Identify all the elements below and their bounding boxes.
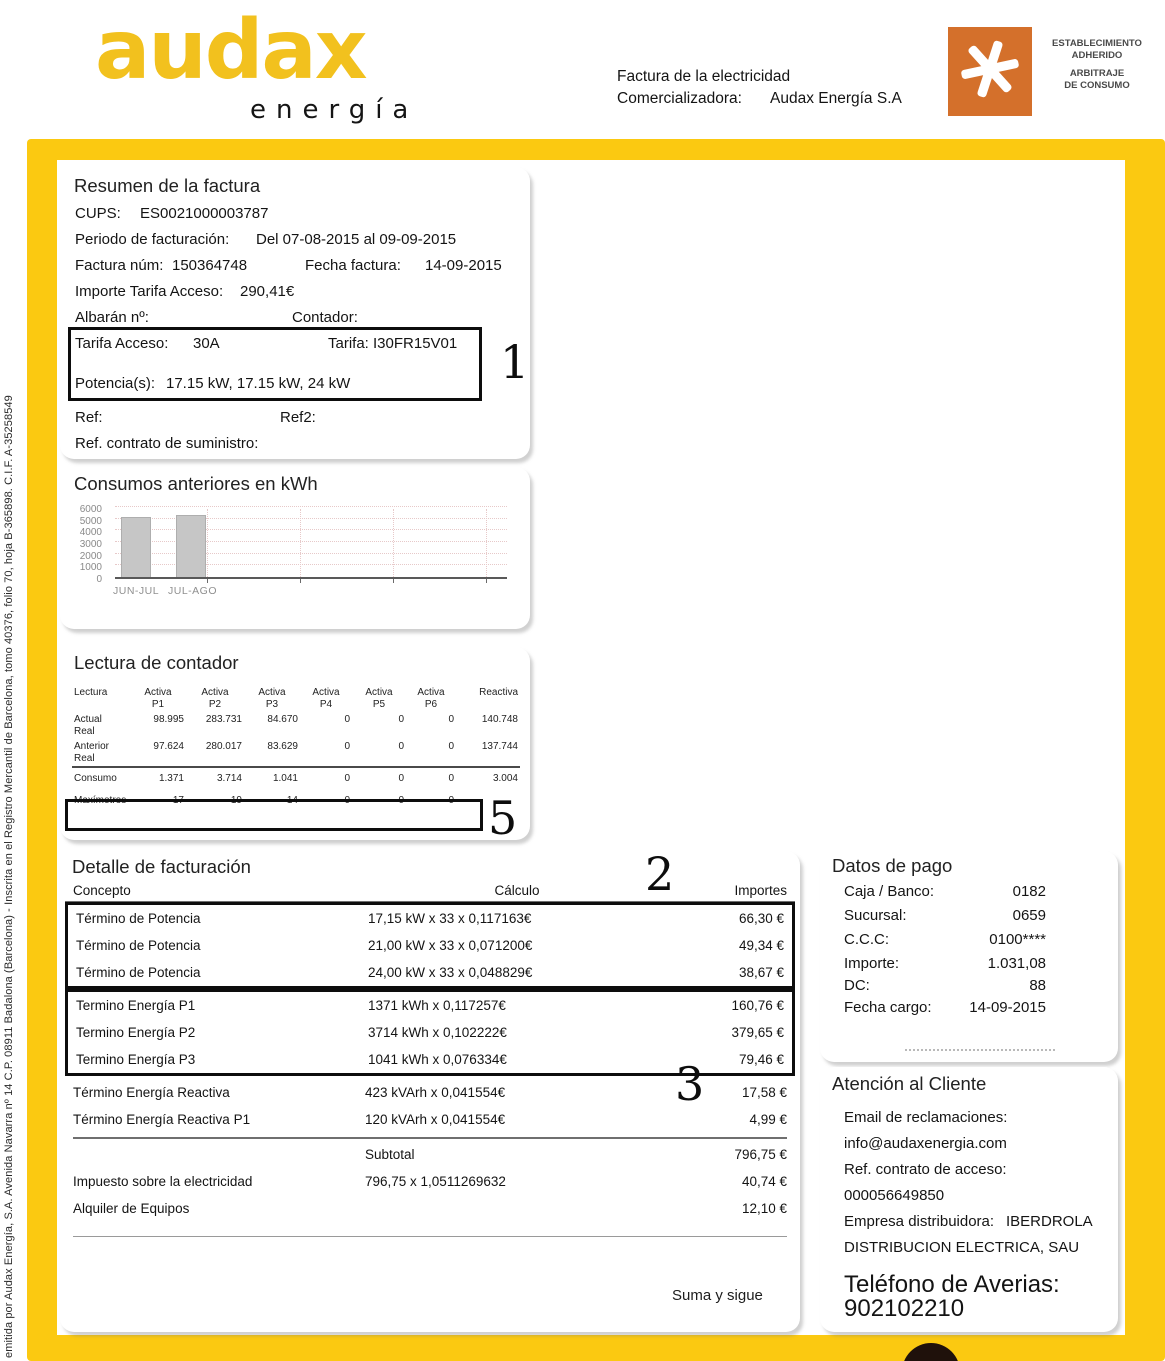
ccc-value: 0100**** bbox=[989, 931, 1046, 948]
datos-pago-panel bbox=[820, 851, 1118, 1062]
empresa-distribuidora-value-2: DISTRIBUCION ELECTRICA, SAU bbox=[844, 1239, 1080, 1256]
comercializadora-value: Audax Energía S.A bbox=[770, 90, 902, 107]
ccc-label: C.C.C: bbox=[844, 931, 889, 948]
col-sub-p3: P3 bbox=[265, 698, 279, 710]
fecha-factura-value: 14-09-2015 bbox=[425, 257, 502, 274]
calculo: 24,00 kW x 33 x 0,048829€ bbox=[368, 965, 533, 980]
cell: 0 bbox=[344, 773, 350, 784]
badge-line: ADHERIDO bbox=[1071, 50, 1123, 62]
chart-title: Consumos anteriores en kWh bbox=[74, 473, 318, 494]
cell: 137.744 bbox=[481, 741, 518, 752]
cell: 3.714 bbox=[216, 773, 242, 784]
col-activa-p4: Activa bbox=[312, 687, 340, 698]
suma-y-sigue: Suma y sigue bbox=[672, 1287, 763, 1304]
cell: 98.995 bbox=[153, 714, 184, 725]
calculo: 1041 kWh x 0,076334€ bbox=[368, 1052, 507, 1067]
empresa-distribuidora-label: Empresa distribuidora: bbox=[844, 1213, 995, 1230]
cell: 280.017 bbox=[205, 741, 242, 752]
subtotal-label: Subtotal bbox=[365, 1147, 415, 1162]
badge-line: DE CONSUMO bbox=[1064, 80, 1130, 92]
cell: 0 bbox=[448, 714, 454, 725]
factura-num-label: Factura núm: bbox=[75, 257, 164, 274]
alquiler-row bbox=[65, 1195, 795, 1222]
importe: 12,10 € bbox=[741, 1201, 787, 1216]
importe: 40,74 € bbox=[741, 1174, 787, 1189]
col-reactiva: Reactiva bbox=[479, 687, 518, 698]
col-sub-p2: P2 bbox=[208, 698, 222, 710]
detalle-row bbox=[68, 905, 792, 932]
cell: 1.041 bbox=[272, 773, 298, 784]
detalle-header-row bbox=[65, 880, 795, 902]
potencias-label: Potencia(s): bbox=[75, 375, 156, 392]
sucursal-label: Sucursal: bbox=[844, 907, 907, 924]
telefono-averias-value: 902102210 bbox=[844, 1295, 965, 1322]
concepto: Termino Energía P3 bbox=[76, 1052, 196, 1067]
y-tick-label: 2000 bbox=[79, 550, 102, 562]
resumen-panel bbox=[60, 167, 530, 459]
fecha-cargo-label: Fecha cargo: bbox=[844, 999, 932, 1016]
subtotal-value: 796,75 € bbox=[734, 1147, 787, 1162]
x-category-label: JUN-JUL bbox=[113, 585, 160, 597]
cell: 0 bbox=[398, 714, 404, 725]
annotation-2: 2 bbox=[645, 847, 675, 901]
chart-x-axis bbox=[115, 585, 507, 601]
cell: 19 bbox=[230, 794, 242, 806]
detalle-row bbox=[65, 1079, 795, 1106]
col-calculo: Cálculo bbox=[494, 883, 540, 898]
concepto: Término de Potencia bbox=[76, 938, 201, 953]
col-activa-p3: Activa bbox=[258, 687, 286, 698]
concepto: Alquiler de Equipos bbox=[73, 1201, 190, 1216]
tarifa-value: Tarifa: I30FR15V01 bbox=[328, 335, 458, 352]
y-tick-label: 6000 bbox=[79, 504, 102, 515]
cell: 3.004 bbox=[492, 773, 518, 784]
col-activa-p1: Activa bbox=[144, 687, 172, 698]
col-activa-p6: Activa bbox=[417, 687, 445, 698]
lectura-title: Lectura de contador bbox=[74, 652, 239, 673]
atencion-title: Atención al Cliente bbox=[832, 1073, 987, 1094]
caja-banco-value: 0182 bbox=[1012, 883, 1046, 900]
concepto: Término de Potencia bbox=[76, 911, 201, 926]
col-sub-p6: P6 bbox=[424, 698, 438, 710]
ref-label: Ref: bbox=[75, 409, 103, 426]
ref-contrato-acceso-value: 000056649850 bbox=[844, 1187, 945, 1204]
cell: 0 bbox=[398, 794, 404, 806]
cell: 0 bbox=[448, 741, 454, 752]
calculo: 1371 kWh x 0,117257€ bbox=[368, 998, 506, 1013]
cell: 140.748 bbox=[481, 714, 518, 725]
annotation-3: 3 bbox=[675, 1057, 705, 1111]
highlight-box-potencia bbox=[65, 902, 795, 989]
importe-tarifa-label: Importe Tarifa Acceso: bbox=[75, 283, 224, 300]
bottom-divider bbox=[73, 1236, 787, 1237]
calculo: 120 kVArh x 0,041554€ bbox=[365, 1112, 506, 1127]
row-sublabel: Real bbox=[74, 752, 95, 764]
cell: 1.371 bbox=[158, 773, 184, 784]
y-tick-label: 5000 bbox=[79, 515, 102, 527]
detalle-row bbox=[68, 959, 792, 986]
concepto: Término de Potencia bbox=[76, 965, 201, 980]
email-reclamaciones-label: Email de reclamaciones: bbox=[844, 1109, 1008, 1126]
asterisk-icon bbox=[957, 36, 1023, 107]
highlight-box-energia bbox=[65, 989, 795, 1076]
cell: 14 bbox=[286, 794, 298, 806]
concepto: Término Energía Reactiva bbox=[73, 1085, 230, 1100]
cell: 0 bbox=[344, 794, 350, 806]
importe: 379,65 € bbox=[731, 1025, 784, 1040]
periodo-label: Periodo de facturación: bbox=[75, 231, 230, 248]
calculo: 17,15 kW x 33 x 0,117163€ bbox=[368, 911, 532, 926]
concepto: Termino Energía P2 bbox=[76, 1025, 196, 1040]
tarifa-acceso-label: Tarifa Acceso: bbox=[75, 335, 169, 352]
telefono-averias-label: Teléfono de Averias: bbox=[844, 1271, 1060, 1298]
impuesto-row bbox=[65, 1168, 795, 1195]
calculo: 3714 kWh x 0,102222€ bbox=[368, 1025, 507, 1040]
calculo: 21,00 kW x 33 x 0,071200€ bbox=[368, 938, 533, 953]
concepto: Impuesto sobre la electricidad bbox=[73, 1174, 253, 1189]
row-label: Anterior bbox=[74, 741, 110, 752]
importe-label: Importe: bbox=[844, 955, 900, 972]
sucursal-value: 0659 bbox=[1012, 907, 1046, 924]
consumos-panel bbox=[60, 467, 530, 629]
importe-value: 1.031,08 bbox=[987, 955, 1046, 972]
factura-num-value: 150364748 bbox=[172, 257, 248, 274]
badge-line: ARBITRAJE bbox=[1069, 67, 1125, 79]
comercializadora-label: Comercializadora: bbox=[617, 90, 742, 107]
ref2-label: Ref2: bbox=[280, 409, 316, 426]
dc-value: 88 bbox=[1029, 977, 1046, 994]
y-tick-label: 3000 bbox=[79, 539, 102, 550]
detalle-row bbox=[68, 1019, 792, 1046]
albaran-label: Albarán nº: bbox=[75, 309, 149, 326]
datos-pago-title: Datos de pago bbox=[832, 855, 953, 876]
dc-label: DC: bbox=[844, 977, 870, 994]
row-sublabel: Real bbox=[74, 725, 95, 737]
col-activa-p2: Activa bbox=[201, 687, 229, 698]
col-activa-p5: Activa bbox=[365, 687, 393, 698]
importe: 66,30 € bbox=[738, 911, 784, 926]
subtotal-divider bbox=[73, 1137, 787, 1139]
lectura-panel bbox=[60, 647, 530, 845]
cell: 17 bbox=[172, 794, 184, 806]
cell: 283.731 bbox=[205, 714, 242, 725]
lectura-header-row bbox=[72, 685, 520, 712]
importe: 17,58 € bbox=[741, 1085, 787, 1100]
cups-value: ES0021000003787 bbox=[140, 205, 269, 222]
signature-line bbox=[905, 1049, 1055, 1051]
detalle-panel bbox=[60, 847, 800, 1332]
detalle-row bbox=[68, 932, 792, 959]
lectura-table bbox=[72, 685, 520, 808]
col-importes: Importes bbox=[734, 883, 787, 898]
concepto: Termino Energía P1 bbox=[76, 998, 196, 1013]
y-tick-label: 4000 bbox=[79, 527, 102, 539]
calculo: 796,75 x 1,0511269632 bbox=[365, 1174, 506, 1189]
detalle-title: Detalle de facturación bbox=[72, 856, 251, 877]
ref-contrato-label: Ref. contrato de suministro: bbox=[75, 435, 259, 452]
cups-label: CUPS: bbox=[75, 205, 121, 222]
ref-contrato-acceso-label: Ref. contrato de acceso: bbox=[844, 1161, 1007, 1178]
col-sub-p1: P1 bbox=[151, 698, 165, 710]
caja-banco-label: Caja / Banco: bbox=[844, 883, 935, 900]
cell: 0 bbox=[344, 714, 350, 725]
empresa-distribuidora-value: IBERDROLA bbox=[1006, 1213, 1093, 1230]
detalle-row bbox=[68, 992, 792, 1019]
consumption-bar bbox=[121, 517, 151, 577]
potencias-value: 17.15 kW, 17.15 kW, 24 kW bbox=[166, 375, 351, 392]
calculo: 423 kVArh x 0,041554€ bbox=[365, 1085, 506, 1100]
atencion-panel bbox=[820, 1067, 1118, 1332]
lectura-row-actual bbox=[72, 712, 520, 739]
cell: 83.629 bbox=[267, 741, 298, 752]
chart-y-axis bbox=[60, 504, 110, 585]
contador-label: Contador: bbox=[292, 309, 358, 326]
audax-logo-sub: energía bbox=[250, 95, 419, 125]
importe-tarifa-value: 290,41€ bbox=[240, 283, 295, 300]
fecha-factura-label: Fecha factura: bbox=[305, 257, 401, 274]
cell: 84.670 bbox=[267, 714, 298, 725]
lectura-row-anterior bbox=[72, 739, 520, 767]
cell: 97.624 bbox=[153, 741, 184, 752]
consumption-bar bbox=[176, 515, 206, 577]
cell: 0 bbox=[344, 741, 350, 752]
tarifa-acceso-value: 30A bbox=[193, 335, 220, 352]
arbitraje-badge-text bbox=[1038, 38, 1156, 92]
subtotal-row bbox=[65, 1141, 795, 1168]
annotation-5: 5 bbox=[488, 791, 518, 845]
col-sub-p5: P5 bbox=[372, 698, 386, 710]
col-sub-p4: P4 bbox=[319, 698, 333, 710]
fecha-cargo-value: 14-09-2015 bbox=[969, 999, 1046, 1016]
lectura-row-consumo bbox=[72, 771, 520, 787]
cell: 0 bbox=[448, 794, 454, 806]
importe: 160,76 € bbox=[731, 998, 784, 1013]
arbitraje-consumo-logo bbox=[948, 27, 1032, 116]
annotation-1: 1 bbox=[500, 335, 530, 389]
x-category-label: JUL-AGO bbox=[168, 585, 218, 597]
y-tick-label: 1000 bbox=[79, 562, 102, 574]
email-reclamaciones-value: info@audaxenergia.com bbox=[844, 1135, 1007, 1152]
cell: 0 bbox=[398, 741, 404, 752]
importe: 4,99 € bbox=[749, 1112, 787, 1127]
registry-side-text: emitida por Audax Energía, S.A. Avenida Navarra nº 14 C.P. 08911 Badalona (Barcelona) - Inscrita en el Registro Mercantil de Barcelona, tomo 40376, folio 70, hoja B-365898. C.I.F. A-35258549 bbox=[3, 395, 15, 1358]
y-tick-label: 0 bbox=[96, 574, 102, 585]
importe: 49,34 € bbox=[738, 938, 784, 953]
periodo-value: Del 07-08-2015 al 09-09-2015 bbox=[256, 231, 457, 248]
chart-plot bbox=[115, 509, 507, 579]
importe: 79,46 € bbox=[738, 1052, 784, 1067]
col-lectura: Lectura bbox=[74, 687, 108, 698]
cell: 0 bbox=[448, 773, 454, 784]
concepto: Término Energía Reactiva P1 bbox=[73, 1112, 251, 1127]
document-title: Factura de la electricidad bbox=[617, 68, 791, 85]
detalle-row bbox=[65, 1106, 795, 1133]
resumen-title: Resumen de la factura bbox=[74, 175, 261, 196]
audax-logo: audax bbox=[95, 3, 366, 98]
col-concepto: Concepto bbox=[73, 883, 131, 898]
importe: 38,67 € bbox=[738, 965, 784, 980]
row-label: Actual bbox=[74, 714, 102, 725]
row-label: Consumo bbox=[74, 773, 117, 784]
cell: 0 bbox=[398, 773, 404, 784]
highlight-box-5 bbox=[65, 799, 483, 831]
detalle-row bbox=[68, 1046, 792, 1073]
detalle-table bbox=[65, 880, 795, 1237]
row-label: Maxímetros bbox=[74, 794, 127, 806]
badge-line: ESTABLECIMIENTO bbox=[1052, 38, 1142, 49]
